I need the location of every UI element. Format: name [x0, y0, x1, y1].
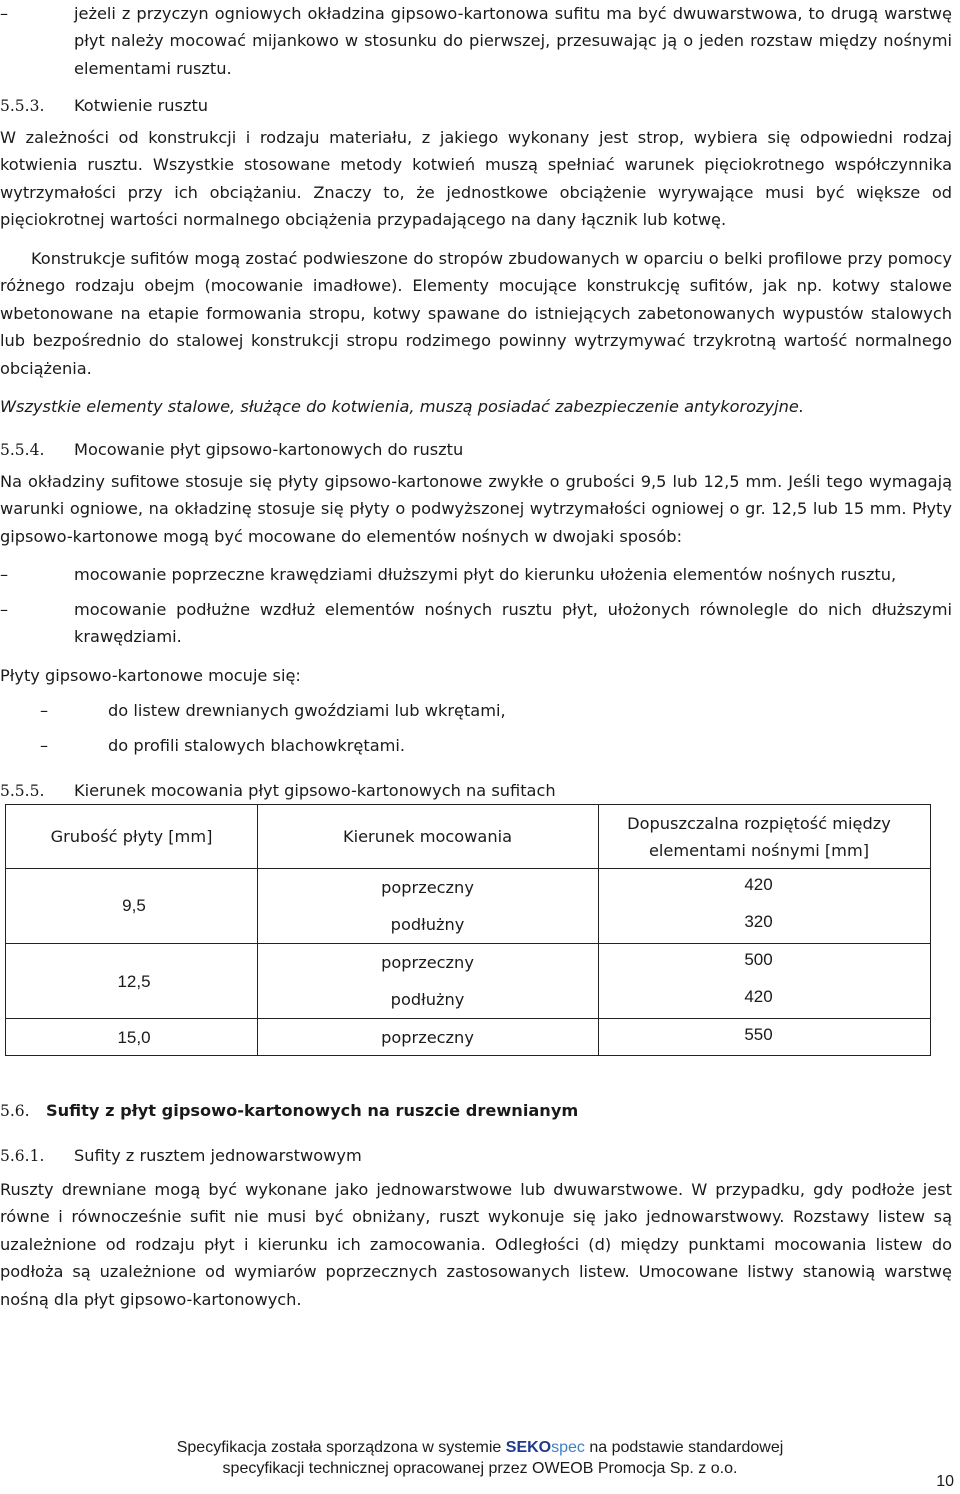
table-header: Grubość płyty [mm] — [50, 827, 213, 846]
list-item-text: do listew drewnianych gwoździami lub wkrętami, — [108, 701, 506, 720]
list-item-text: do profili stalowych blachowkrętami. — [108, 736, 406, 755]
section-title: Kierunek mocowania płyt gipsowo-kartonowych na sufitach — [74, 781, 556, 800]
brand-part-a: SEKO — [505, 1439, 552, 1456]
section-number: 5.5.5. — [0, 782, 45, 800]
table-row-divider — [6, 1018, 930, 1019]
section-title: Kotwienie rusztu — [74, 96, 209, 115]
paragraph-italic: Wszystkie elementy stalowe, służące do kotwienia, muszą posiadać zabezpieczenie antykorozyjne. — [0, 397, 804, 416]
section-heading-555 — [0, 777, 556, 805]
dash-bullet: – — [0, 4, 9, 23]
section-heading-561 — [0, 1142, 362, 1170]
table-row-divider — [6, 868, 930, 869]
dash-bullet: – — [40, 736, 49, 755]
table-cell-direction: poprzeczny — [381, 1028, 474, 1047]
fixing-direction-table — [5, 804, 931, 1056]
table-row-divider — [6, 943, 930, 944]
table-cell-span: 420 — [744, 875, 773, 894]
paragraph: W zależności od konstrukcji i rodzaju materiału, z jakiego wykonany jest strop, wybiera się odpowiedni rodzaj kotwienia rusztu. Wszystkie stosowane metody kotwień muszą spełniać warunek pięciokrotnego współczynnika wytrzymałości przy ich obciążaniu. Znaczy to, że jednostkowe obciążenie wyrywające musi być większe od pięciokrotnej wartości normalnego obciążenia przypadającego na dany łącznik lub kotwę. — [0, 128, 952, 230]
section-heading-554 — [0, 436, 464, 464]
table-cell-direction: podłużny — [390, 915, 465, 934]
dash-bullet: – — [0, 600, 9, 619]
dash-bullet: – — [40, 701, 49, 720]
section-heading-553 — [0, 92, 209, 120]
footer-text: specyfikacji technicznej opracowanej przez OWEOB Promocja Sp. z o.o. — [222, 1460, 738, 1477]
table-cell-direction: poprzeczny — [381, 953, 474, 972]
section-title: Sufity z rusztem jednowarstwowym — [74, 1146, 362, 1165]
table-cell-thickness: 9,5 — [122, 896, 146, 915]
table-cell-thickness: 12,5 — [117, 972, 151, 991]
table-cell-thickness: 15,0 — [117, 1028, 151, 1047]
section-number: 5.6. — [0, 1102, 30, 1120]
table-cell-span: 320 — [744, 912, 773, 931]
paragraph: Konstrukcje sufitów mogą zostać podwieszone do stropów zbudowanych w oparciu o belki profilowe przy pomocy różnego rodzaju obejm (mocowanie imadłowe). Elementy mocujące konstrukcję sufitów, jak np. kotwy stalowe wbetonowane na etapie formowania stropu, kotwy spawane do istniejących zabetonowanych wypustów stalowych lub bezpośrednio do stalowej konstrukcji stropu rodzimego powinny wytrzymywać trzykrotną wartość normalnego obciążenia. — [0, 249, 952, 378]
list-item-text: mocowanie poprzeczne krawędziami dłuższymi płyt do kierunku ułożenia elementów nośnych rusztu, — [74, 565, 897, 584]
footer-text: na podstawie standardowej — [589, 1439, 784, 1456]
section-title: Mocowanie płyt gipsowo-kartonowych do rusztu — [74, 440, 464, 459]
page-number: 10 — [936, 1473, 954, 1490]
paragraph: Ruszty drewniane mogą być wykonane jako jednowarstwowe lub dwuwarstwowe. W przypadku, gdy podłoże jest równe i równocześnie sufit nie musi być obniżany, ruszt wykonuje się jako jednowarstwowy. Rozstawy listew są uzależnione od rodzaju płyt i kierunku ich zamocowania. Odległości (d) między punktami mocowania listew do podłoża są uzależnione od wymiarów poprzecznych zastosowanych listew. Umocowane listwy stanowią warstwę nośną dla płyt gipsowo-kartonowych. — [0, 1180, 952, 1309]
section-number: 5.6.1. — [0, 1147, 45, 1165]
dash-bullet: – — [0, 565, 9, 584]
table-header: Dopuszczalna rozpiętość między elementami nośnymi [mm] — [627, 814, 891, 860]
section-number: 5.5.3. — [0, 97, 45, 115]
footer-text: Specyfikacja została sporządzona w systemie — [176, 1439, 502, 1456]
table-header: Kierunek mocowania — [342, 827, 513, 846]
list-item-text: jeżeli z przyczyn ogniowych okładzina gipsowo-kartonowa sufitu ma być dwuwarstwowa, to drugą warstwę płyt należy mocować mijankowo w stosunku do pierwszej, przesuwając ją o jeden rozstaw między nośnymi elementami rusztu. — [74, 4, 952, 78]
table-cell-span: 500 — [744, 950, 773, 969]
section-heading-56 — [0, 1097, 579, 1125]
table-cell-direction: poprzeczny — [381, 878, 474, 897]
table-cell-direction: podłużny — [390, 990, 465, 1009]
footer-line-1 — [0, 1438, 960, 1458]
brand-part-b: spec — [551, 1439, 585, 1456]
footer-line-2 — [0, 1459, 960, 1479]
brand-logo — [506, 1439, 585, 1456]
section-title: Sufity z płyt gipsowo-kartonowych na ruszcie drewnianym — [46, 1101, 579, 1120]
table-cell-span: 420 — [744, 987, 773, 1006]
list-item-text: mocowanie podłużne wzdłuż elementów nośnych rusztu płyt, ułożonych równolegle do nich dłuższymi krawędziami. — [74, 600, 952, 647]
paragraph: Płyty gipsowo-kartonowe mocuje się: — [0, 666, 301, 685]
table-cell-span: 550 — [744, 1025, 773, 1044]
section-number: 5.5.4. — [0, 441, 45, 459]
paragraph: Na okładziny sufitowe stosuje się płyty gipsowo-kartonowe zwykłe o grubości 9,5 lub 12,5 mm. Jeśli tego wymagają warunki ogniowe, na okładzinę stosuje się płyty o podwyższonej wytrzymałości ogniowej o gr. 12,5 lub 15 mm. Płyty gipsowo-kartonowe mogą być mocowane do elementów nośnych w dwojaki sposób: — [0, 472, 952, 546]
